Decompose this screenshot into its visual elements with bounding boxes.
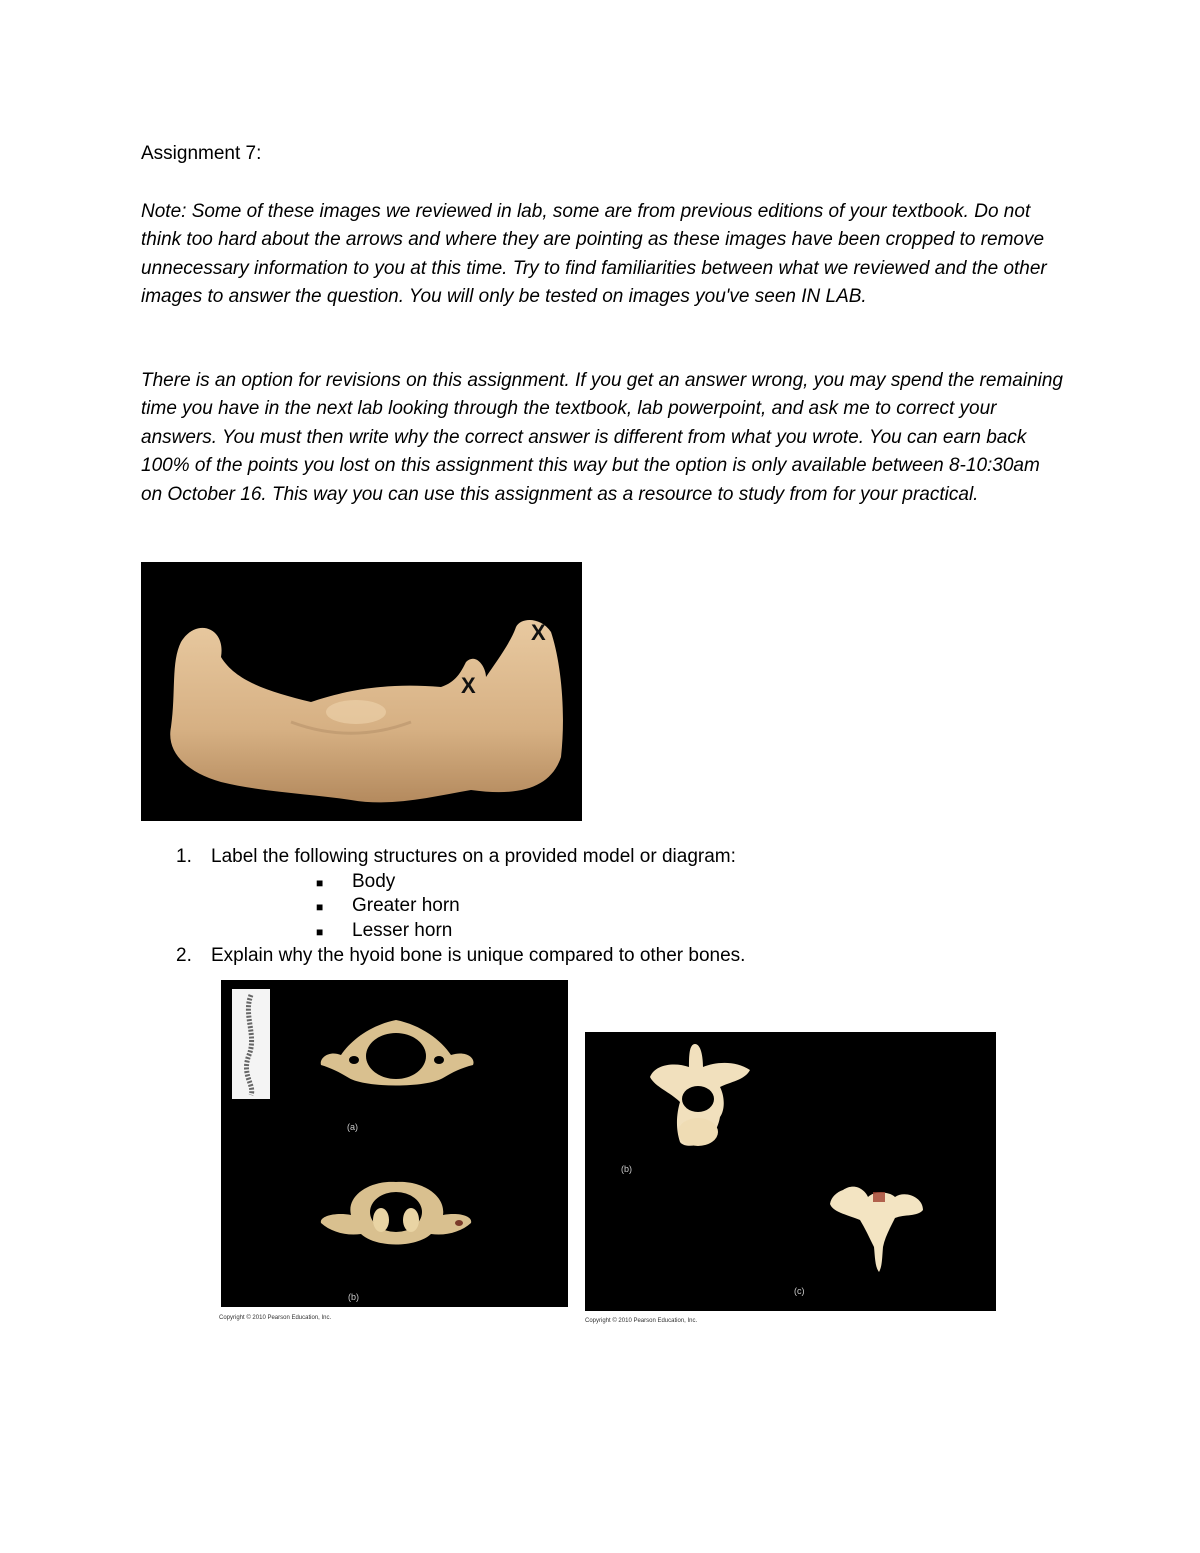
subitem-greater-horn: Greater horn bbox=[352, 895, 460, 916]
question-1-text: Label the following structures on a provided model or diagram: bbox=[211, 846, 736, 867]
question-2-text: Explain why the hyoid bone is unique compared to other bones. bbox=[211, 945, 746, 966]
label-c: (c) bbox=[794, 1286, 805, 1296]
question-2-number: 2. bbox=[176, 945, 192, 966]
vertebra-b bbox=[321, 1182, 471, 1245]
bullet-icon: ■ bbox=[316, 900, 324, 914]
revision-paragraph: There is an option for revisions on this assignment. If you get an answer wrong, you may spend the remaining time you have in the next lab looking through the textbook, lab powerpoint, and ask me to correct your answers. You must then write why the correct answer is different from what you wrote. You can earn back 100% of the points you lost on this assignment this way but the option is only available between 8-10:30am on October 16. This way you can use this assignment as a resource to study from for your practical. bbox=[141, 370, 1063, 505]
subitem-body: Body bbox=[352, 871, 396, 892]
hyoid-bone-photo bbox=[141, 562, 582, 821]
copyright-right: Copyright © 2010 Pearson Education, Inc. bbox=[585, 1318, 698, 1324]
lesser-horn-marker: X bbox=[531, 620, 546, 645]
label-b: (b) bbox=[348, 1292, 359, 1302]
vertebra-posterior-view bbox=[830, 1187, 923, 1272]
bullet-icon: ■ bbox=[316, 876, 324, 890]
cervical-vertebrae-photo bbox=[221, 980, 568, 1307]
vertebra-superior-view bbox=[650, 1044, 750, 1146]
assignment-heading: Assignment 7: bbox=[141, 143, 262, 164]
thoracic-lumbar-vertebrae-photo bbox=[585, 1032, 996, 1311]
label-b: (b) bbox=[621, 1164, 632, 1174]
copyright-left: Copyright © 2010 Pearson Education, Inc. bbox=[219, 1315, 332, 1321]
greater-horn-marker: X bbox=[461, 673, 476, 698]
bullet-icon: ■ bbox=[316, 925, 324, 939]
question-1-number: 1. bbox=[176, 846, 192, 867]
note-paragraph: Note: Some of these images we reviewed in lab, some are from previous editions of your textbook. Do not think too hard about the arrows and where they are pointing as these images have been cropped to remove unnecessary information to you at this time. Try to find familiarities between what we reviewed and the other images to answer the question. You will only be tested on images you've seen IN LAB. bbox=[141, 201, 1047, 308]
vertebra-a bbox=[321, 1020, 474, 1086]
label-a: (a) bbox=[347, 1122, 358, 1132]
subitem-lesser-horn: Lesser horn bbox=[352, 920, 453, 941]
